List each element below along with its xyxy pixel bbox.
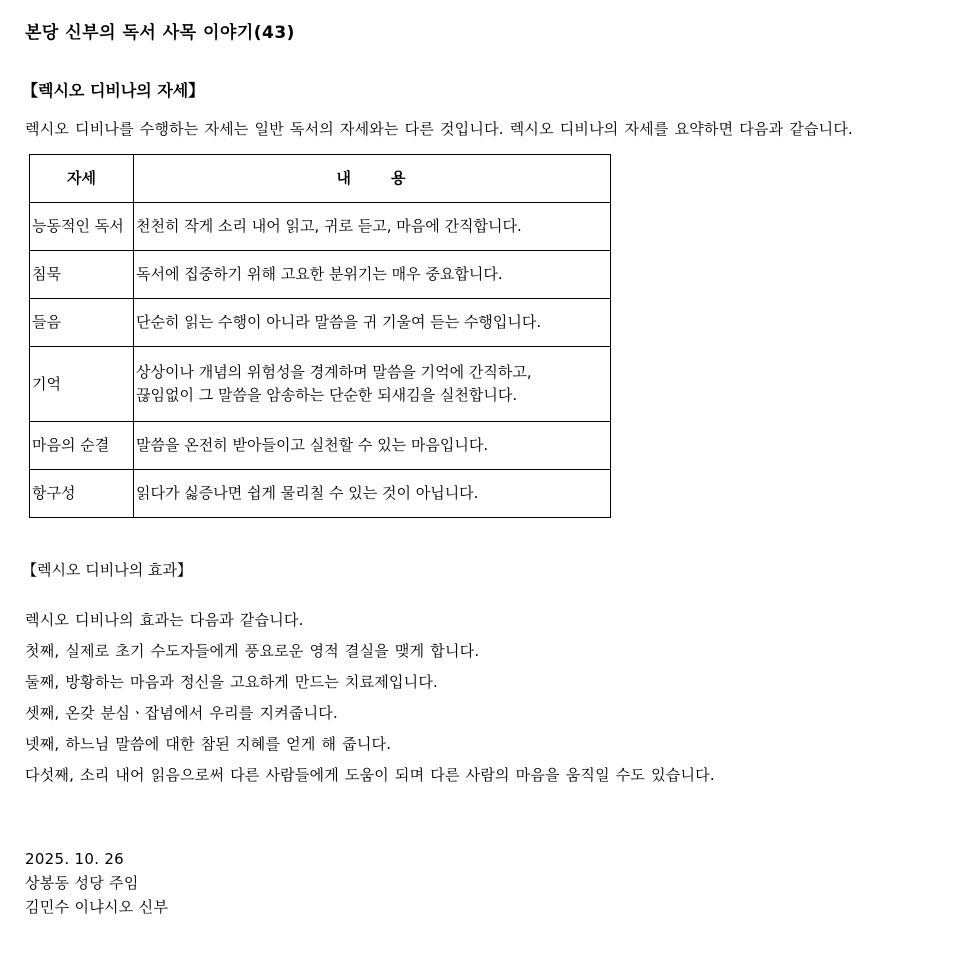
content-line: 단순히 읽는 수행이 아니라 말씀을 귀 기울여 듣는 수행입니다. (136, 313, 542, 331)
posture-cell: 침묵 (30, 251, 134, 299)
posture-cell: 기억 (30, 347, 134, 422)
content-line: 끊임없이 그 말씀을 암송하는 단순한 되새김을 실천합니다. (136, 386, 518, 404)
table-row (30, 347, 611, 422)
content-cell (134, 422, 611, 470)
document-title: 본당 신부의 독서 사목 이야기(43) (25, 23, 295, 43)
signature-parish: 상봉동 성당 주임 (25, 874, 139, 892)
table-header-row (30, 155, 611, 203)
effects-line: 넷째, 하느님 말씀에 대한 참된 지혜를 얻게 해 줍니다. (25, 735, 392, 753)
content-line: 읽다가 싫증나면 쉽게 물리칠 수 있는 것이 아닙니다. (136, 484, 479, 502)
table-row (30, 470, 611, 518)
content-line: 독서에 집중하기 위해 고요한 분위기는 매우 중요합니다. (136, 265, 503, 283)
signature-block (25, 847, 168, 919)
intro-paragraph: 렉시오 디비나를 수행하는 자세는 일반 독서의 자세와는 다른 것입니다. 렉시오 디비나의 자세를 요약하면 다음과 같습니다. (25, 120, 853, 138)
posture-cell: 항구성 (30, 470, 134, 518)
table-header-posture: 자세 (30, 155, 134, 203)
effects-line: 다섯째, 소리 내어 읽음으로써 다른 사람들에게 도움이 되며 다른 사람의 마음을 움직일 수도 있습니다. (25, 766, 715, 784)
effects-list (25, 605, 715, 791)
posture-cell: 들음 (30, 299, 134, 347)
content-line: 상상이나 개념의 위험성을 경계하며 말씀을 기억에 간직하고, (136, 363, 532, 381)
table-row (30, 203, 611, 251)
content-cell (134, 347, 611, 422)
posture-table (29, 154, 611, 518)
signature-date: 2025. 10. 26 (25, 850, 125, 868)
content-line: 천천히 작게 소리 내어 읽고, 귀로 듣고, 마음에 간직합니다. (136, 217, 522, 235)
posture-cell: 능동적인 독서 (30, 203, 134, 251)
content-cell (134, 203, 611, 251)
table-header-content: 내용 (134, 155, 611, 203)
table-row (30, 299, 611, 347)
effects-line: 셋째, 온갖 분심ㆍ잡념에서 우리를 지켜줍니다. (25, 704, 338, 722)
effects-line: 첫째, 실제로 초기 수도자들에게 풍요로운 영적 결실을 맺게 합니다. (25, 642, 480, 660)
content-line: 말씀을 온전히 받아들이고 실천할 수 있는 마음입니다. (136, 436, 489, 454)
posture-cell: 마음의 순결 (30, 422, 134, 470)
signature-author: 김민수 이냐시오 신부 (25, 898, 169, 916)
table-row (30, 251, 611, 299)
content-cell (134, 470, 611, 518)
content-cell (134, 299, 611, 347)
section-heading-effects: 【렉시오 디비나의 효과】 (22, 561, 192, 579)
section-heading-posture: 【렉시오 디비나의 자세】 (22, 81, 205, 100)
content-cell (134, 251, 611, 299)
effects-line: 둘째, 방황하는 마음과 정신을 고요하게 만드는 치료제입니다. (25, 673, 438, 691)
table-row (30, 422, 611, 470)
effects-line: 렉시오 디비나의 효과는 다음과 같습니다. (25, 611, 304, 629)
